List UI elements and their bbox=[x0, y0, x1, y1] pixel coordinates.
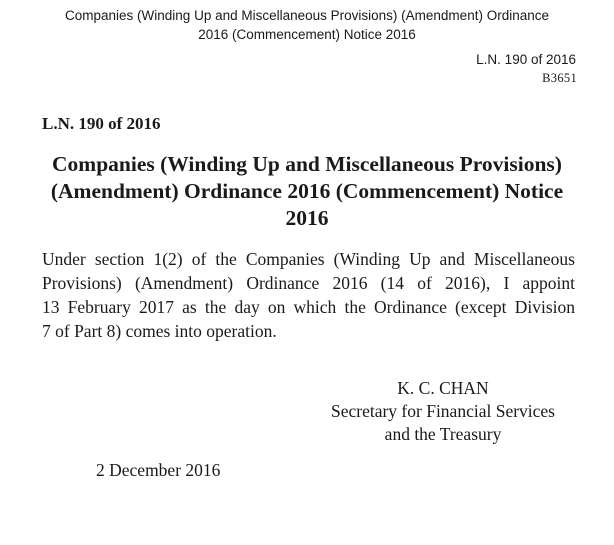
signatory-name: K. C. CHAN bbox=[397, 378, 489, 398]
body-line-3: 13 February 2017 as the day on which the Ordinance (except Division bbox=[42, 297, 575, 317]
notice-title-line-1: Companies (Winding Up and Miscellaneous Provisions) bbox=[52, 152, 562, 176]
page-number: B3651 bbox=[542, 71, 577, 85]
notice-title-line-3: 2016 bbox=[285, 206, 329, 230]
notice-title-line-2: (Amendment) Ordinance 2016 (Commencement) Notice bbox=[50, 179, 564, 203]
body-line-2: Provisions) (Amendment) Ordinance 2016 (14 of 2016), I appoint bbox=[42, 273, 575, 293]
body-line-4: 7 of Part 8) comes into operation. bbox=[42, 321, 277, 341]
running-title-line-2: 2016 (Commencement) Notice 2016 bbox=[198, 27, 416, 42]
signatory-title-line-2: and the Treasury bbox=[384, 424, 502, 444]
running-title-line-1: Companies (Winding Up and Miscellaneous Provisions) (Amendment) Ordinance bbox=[65, 8, 549, 23]
running-header bbox=[0, 6, 614, 44]
ln-reference: L.N. 190 of 2016 bbox=[476, 52, 576, 67]
signatory-title-line-1: Secretary for Financial Services bbox=[330, 401, 555, 421]
notice-date: 2 December 2016 bbox=[96, 460, 221, 480]
notice-body bbox=[42, 247, 575, 343]
signature-block bbox=[300, 377, 586, 446]
body-line-1: Under section 1(2) of the Companies (Winding Up and Miscellaneous bbox=[42, 249, 575, 269]
legal-notice-label: L.N. 190 of 2016 bbox=[42, 114, 161, 133]
notice-title bbox=[0, 151, 614, 232]
